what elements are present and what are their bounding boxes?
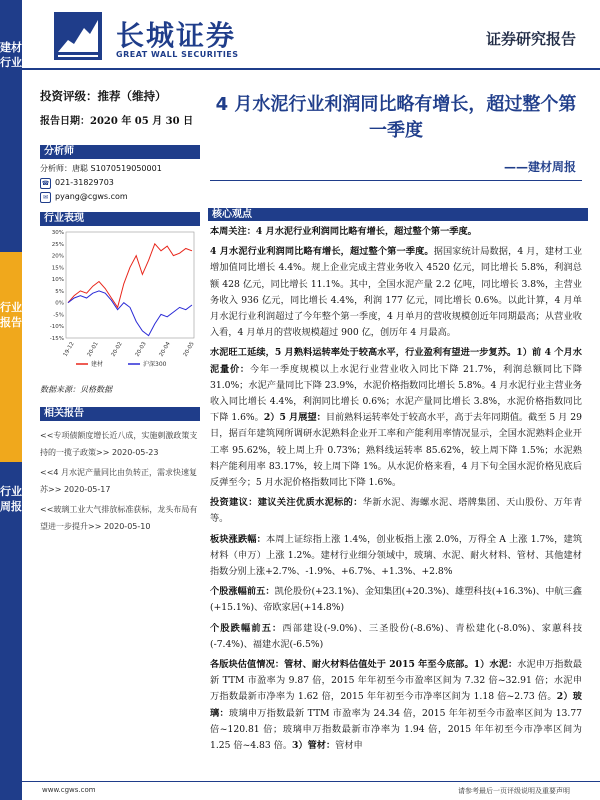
cement-body: 今年一季度规模以上水泥行业营业收入同比下降 21.7%，利润总额同比下降 31.0%；水泥产量同比下降 23.9%，水泥价格指数同比增长 5.8%。4 月水泥行业主营业务收入同比增长 4.4%，利润同比增长 0.6%；水泥产量同比增长 3.8%，水泥价格指数同比下降 1.6%。 xyxy=(210,363,583,424)
valuation-lead-3: 3）管材： xyxy=(292,740,336,752)
footer-website[interactable]: www.cgws.com xyxy=(42,786,96,794)
legend-label-industry: 建材 xyxy=(91,361,104,368)
valuation-lead-2: 2）玻璃： xyxy=(210,691,582,719)
cement-lead-2: 2）5 月展望： xyxy=(263,412,326,424)
analyst-phone: 021-31829703 xyxy=(55,178,114,187)
paragraph-focus xyxy=(210,224,582,240)
gainers-body: 凯伦股份(+23.1%)、金知集团(+20.3%)、雄塑科技(+16.3%)、中航三鑫(+15.1%)、帝欧家居(+14.8%) xyxy=(210,586,582,614)
advice-body: 华新水泥、海螺水泥、塔牌集团、天山股份、万年青等。 xyxy=(210,497,583,525)
core-views-body xyxy=(210,224,582,758)
x-tick-label: 20-04 xyxy=(158,341,172,358)
paragraph-valuation xyxy=(210,657,582,754)
profit-body: 据国家统计局数据，4 月，建材工业增加值同比增长 4.4%。规上企业完成主营业务收入 4520 亿元，同比增长 5.8%，利润总额 428 亿元，同比增长 11.1%。其中，全国水泥产量 2.2 亿吨，同比增长 3.8%，主营业务收入 936 亿元，同比增长 4.4%，利润 177 亿元，同比增长 0.6%。以此计算，4 月单月水泥行业利润超过了今年整个第一季度，4 月单月的营收规模创近年同期最高；从营业收入看，4 月单月的营收规模超过 900 亿，创历年 4 月最高。 xyxy=(210,246,583,339)
logo-text-en: GREAT WALL SECURITIES xyxy=(116,50,239,59)
cement-lead: 水泥旺工延续，5 月熟料运转率处于较高水平，行业盈利有望进一步复苏。1）前 4 个月水泥量价： xyxy=(210,347,582,375)
y-tick-label: 30% xyxy=(51,230,64,236)
related-report-item[interactable]: <<专项债额度增长近八成，实施刺激政策支持的一揽子政策>> 2020-05-23 xyxy=(40,431,198,457)
email-icon: ✉ xyxy=(40,192,51,203)
analyst-section-title: 分析师 xyxy=(40,145,200,159)
related-reports xyxy=(40,407,200,535)
y-tick-label: 25% xyxy=(51,241,64,248)
paragraph-sector xyxy=(210,532,582,581)
y-tick-label: 20% xyxy=(51,253,64,260)
title-divider xyxy=(210,180,582,181)
related-list xyxy=(40,427,200,535)
y-tick-label: 15% xyxy=(51,265,64,272)
analyst-email[interactable]: pyang@cgws.com xyxy=(55,192,128,201)
phone-icon: ☎ xyxy=(41,179,50,187)
sidebar-top-label: 建材行业 xyxy=(0,41,22,69)
footer-disclaimer: 请参考最后一页评级说明及重要声明 xyxy=(458,787,570,795)
x-tick-label: 20-05 xyxy=(182,341,196,358)
sector-body: 本周上证综指上涨 1.4%，创业板指上涨 2.0%，万得全 A 上涨 1.7%，建筑材料（申万）上涨 1.2%。建材行业细分领域中，玻璃、水泥、耐火材料、管材、其他建材指数分别上涨+2.7%、-1.9%、+6.7%、+1.3%、+2.8% xyxy=(210,533,583,578)
y-tick-label: -15% xyxy=(49,336,64,342)
valuation-body-2: 玻璃申万指数最新 TTM 市盈率为 24.34 倍，2015 年年初至今市盈率区间为 13.77 倍~120.81 倍；玻璃申万指数最新市净率为 1.94 倍，2015 年年初至今市净率区间为 1.25 倍~4.83 倍。 xyxy=(210,707,583,752)
left-sidebar xyxy=(0,0,22,800)
sidebar-bottom-label: 行业周报 xyxy=(0,485,22,513)
advice-lead: 投资建议：建议关注优质水泥标的： xyxy=(210,497,363,509)
losers-lead: 个股跌幅前五： xyxy=(210,622,283,634)
page-header xyxy=(22,0,600,72)
cement-body-2: 目前熟料运转率处于较高水平，高于去年同期值。截至 5 月 29 日，据百年建筑网所调研水泥熟料企业开工率和产能利用率情况显示，全国水泥熟料企业开工率 95.62%，较上周上升 0.73%；熟料线运转率 85.62%，较上周下降 1.5%；水泥熟料产能利用率 83.17%，较上周下降 1%。从水泥价格来看，4 月下旬全国水泥价格见底后反弹至今；5 月水泥价格指数同比下降 1.6%。 xyxy=(210,412,582,489)
related-report-item[interactable]: <<4 月水泥产量同比由负转正，需求快速复苏>> 2020-05-17 xyxy=(40,468,198,494)
report-subtitle: ——建材周报 xyxy=(503,160,576,174)
investment-rating: 投资评级：推荐（维持） xyxy=(40,89,167,103)
y-tick-label: -5% xyxy=(53,312,64,319)
paragraph-gainers xyxy=(210,584,582,616)
sidebar-highlight xyxy=(0,252,22,462)
related-section-title: 相关报告 xyxy=(40,407,200,421)
focus-lead: 本周关注：4 月水泥行业利润同比略有增长，超过整个第一季度。 xyxy=(210,226,477,237)
y-tick-label: 5% xyxy=(55,288,64,295)
paragraph-advice xyxy=(210,495,582,527)
valuation-lead: 各版块估值情况：管材、耐火材料估值处于 2015 年至今底部。1）水泥： xyxy=(210,659,518,671)
core-views-title: 核心观点 xyxy=(208,208,588,221)
y-tick-label: 0% xyxy=(55,300,64,307)
x-tick-label: 20-03 xyxy=(134,341,148,358)
related-report-item[interactable]: <<玻璃工业大气排放标准获标，龙头布局有望进一步提升>> 2020-05-10 xyxy=(40,505,198,531)
analyst-info xyxy=(40,162,200,204)
report-type: 证券研究报告 xyxy=(485,30,576,48)
y-tick-label: 10% xyxy=(51,277,64,284)
x-tick-label: 20-02 xyxy=(110,341,124,358)
report-date: 报告日期：2020 年 05 月 30 日 xyxy=(40,116,194,127)
sidebar-middle-label: 行业报告 xyxy=(0,301,22,329)
x-tick-label: 19-12 xyxy=(62,341,76,358)
paragraph-profit xyxy=(210,244,582,341)
footer-divider xyxy=(22,781,600,782)
header-divider xyxy=(22,68,600,70)
legend-label-index: 沪深300 xyxy=(143,361,167,368)
series-line-index xyxy=(68,291,192,336)
valuation-body: 水泥申万指数最新 TTM 市盈率为 9.87 倍，2015 年年初至今市盈率区间为 7.32 倍~32.91 倍；水泥申万指数最新市净率为 1.62 倍，2015 年年初至今市净率区间为 1.18 倍~2.73 倍。 xyxy=(210,659,583,703)
paragraph-cement xyxy=(210,345,582,491)
losers-body: 西部建设(-9.0%)、三圣股份(-8.6%)、青松建化(-8.0%)、家蕙科技(-7.4%)、福建水泥(-6.5%) xyxy=(210,622,583,650)
report-title: 4 月水泥行业利润同比略有增长，超过整个第一季度 xyxy=(215,94,577,141)
profit-lead: 4 月水泥行业利润同比略有增长，超过整个第一季度。 xyxy=(210,246,434,258)
analyst-name: 分析师：唐聪 S1070519050001 xyxy=(40,164,162,173)
y-tick-label: -10% xyxy=(49,324,64,331)
chart-frame xyxy=(66,232,194,338)
valuation-body-3: 管材申 xyxy=(335,740,363,752)
great-wall-logo-icon xyxy=(54,12,102,60)
chart-section-title: 行业表现 xyxy=(40,212,200,226)
left-column xyxy=(40,88,200,538)
gainers-lead: 个股涨幅前五： xyxy=(210,586,275,598)
paragraph-losers xyxy=(210,621,582,653)
x-tick-label: 20-01 xyxy=(86,341,100,358)
logo-text-cn: 长城证券 xyxy=(116,19,237,52)
industry-performance xyxy=(40,212,200,395)
performance-chart xyxy=(40,226,200,376)
sector-lead: 板块涨跌幅： xyxy=(210,533,266,545)
chart-source: 数据来源：贝格数据 xyxy=(40,385,112,394)
